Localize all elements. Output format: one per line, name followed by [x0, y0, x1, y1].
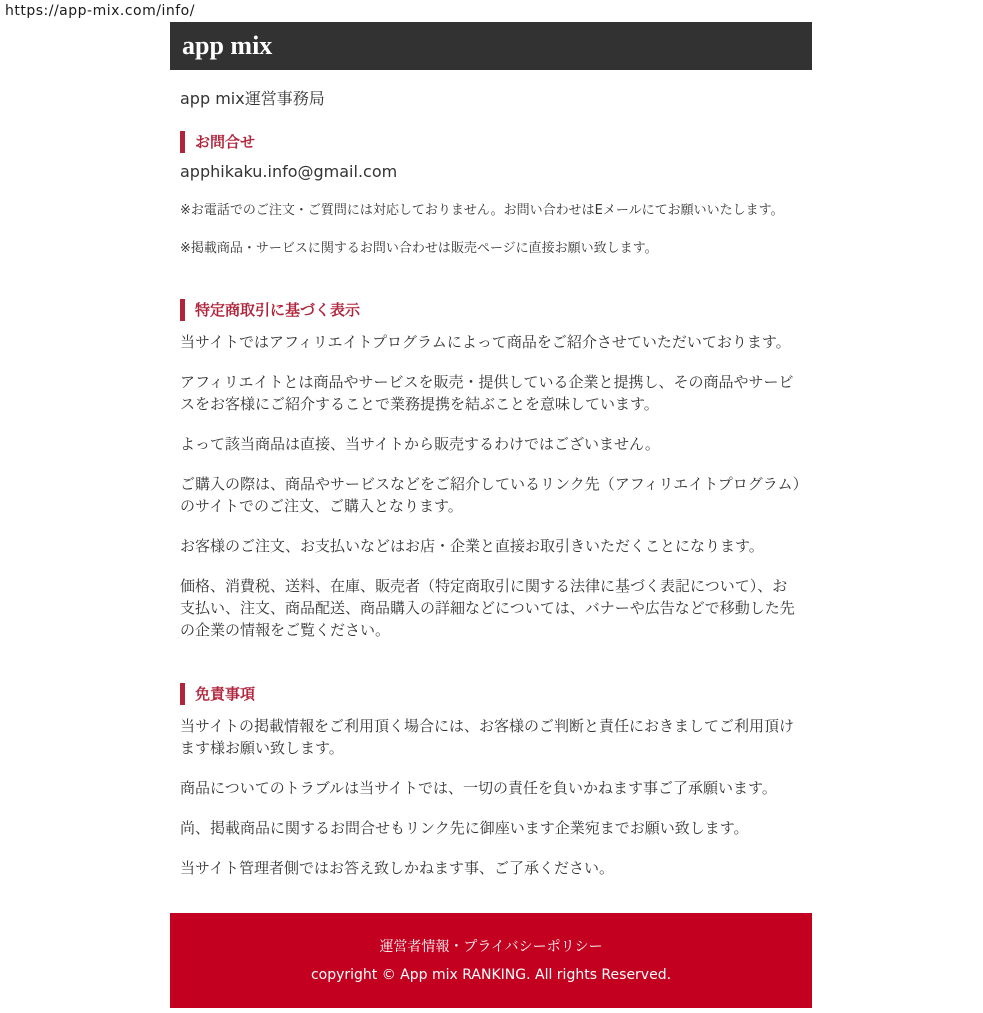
commerce-paragraph: ご購入の際は、商品やサービスなどをご紹介しているリンク先（アフィリエイトプログラム）のサイトでのご注文、ご購入となります。 [180, 475, 801, 515]
commerce-paragraph: 価格、消費税、送料、在庫、販売者（特定商取引に関する法律に基づく表記について）、お支払い、注文、商品配送、商品購入の詳細などについては、バナーや広告などで移動した先の企業の情報をご覧ください。 [180, 577, 795, 639]
section-disclaimer [180, 683, 802, 879]
operator-name-text: app mix運営事務局 [180, 89, 325, 108]
disclaimer-paragraph: 当サイトの掲載情報をご利用頂く場合には、お客様のご判断と責任におきましてご利用頂けます様お願い致します。 [180, 717, 794, 757]
section-commerce-disclosure [180, 299, 802, 641]
disclaimer-paragraph: 尚、掲載商品に関するお問合せもリンク先に御座います企業宛までお願い致します。 [180, 819, 749, 837]
site-header [170, 22, 812, 70]
site-footer [170, 913, 812, 1008]
disclaimer-paragraph: 当サイト管理者側ではお答え致しかねます事、ご了承ください。 [180, 859, 614, 877]
commerce-paragraph: お客様のご注文、お支払いなどはお店・企業と直接お取引きいただくことになります。 [180, 537, 764, 555]
disclaimer-paragraph: 商品についてのトラブルは当サイトでは、一切の責任を負いかねます事ご了承願います。 [180, 779, 777, 797]
contact-note: ※掲載商品・サービスに関するお問い合わせは販売ページに直接お願い致します。 [180, 241, 658, 256]
commerce-paragraph: アフィリエイトとは商品やサービスを販売・提供している企業と提携し、その商品やサービスをお客様にご紹介することで業務提携を結ぶことを意味しています。 [180, 373, 794, 413]
disclaimer-heading: 免責事項 [180, 683, 802, 705]
contact-note: ※お電話でのご注文・ご質問には対応しておりません。お問い合わせはEメールにてお願いいたします。 [180, 203, 784, 218]
page-container [170, 22, 812, 1008]
copyright-text: copyright © App mix RANKING. All rights Reserved. [310, 967, 672, 983]
section-contact [180, 131, 802, 257]
browser-url-label: https://app-mix.com/info/ [5, 3, 195, 19]
privacy-policy-link[interactable]: 運営者情報・プライバシーポリシー [379, 939, 603, 955]
commerce-paragraph: よって該当商品は直接、当サイトから販売するわけではございません。 [180, 435, 660, 453]
main-content [170, 90, 812, 879]
contact-email-text: apphikaku.info@gmail.com [180, 162, 398, 181]
site-title: app mix [182, 31, 273, 60]
commerce-disclosure-heading: 特定商取引に基づく表示 [180, 299, 802, 321]
commerce-paragraph: 当サイトではアフィリエイトプログラムによって商品をご紹介させていただいております。 [180, 333, 791, 351]
contact-heading: お問合せ [180, 131, 802, 153]
